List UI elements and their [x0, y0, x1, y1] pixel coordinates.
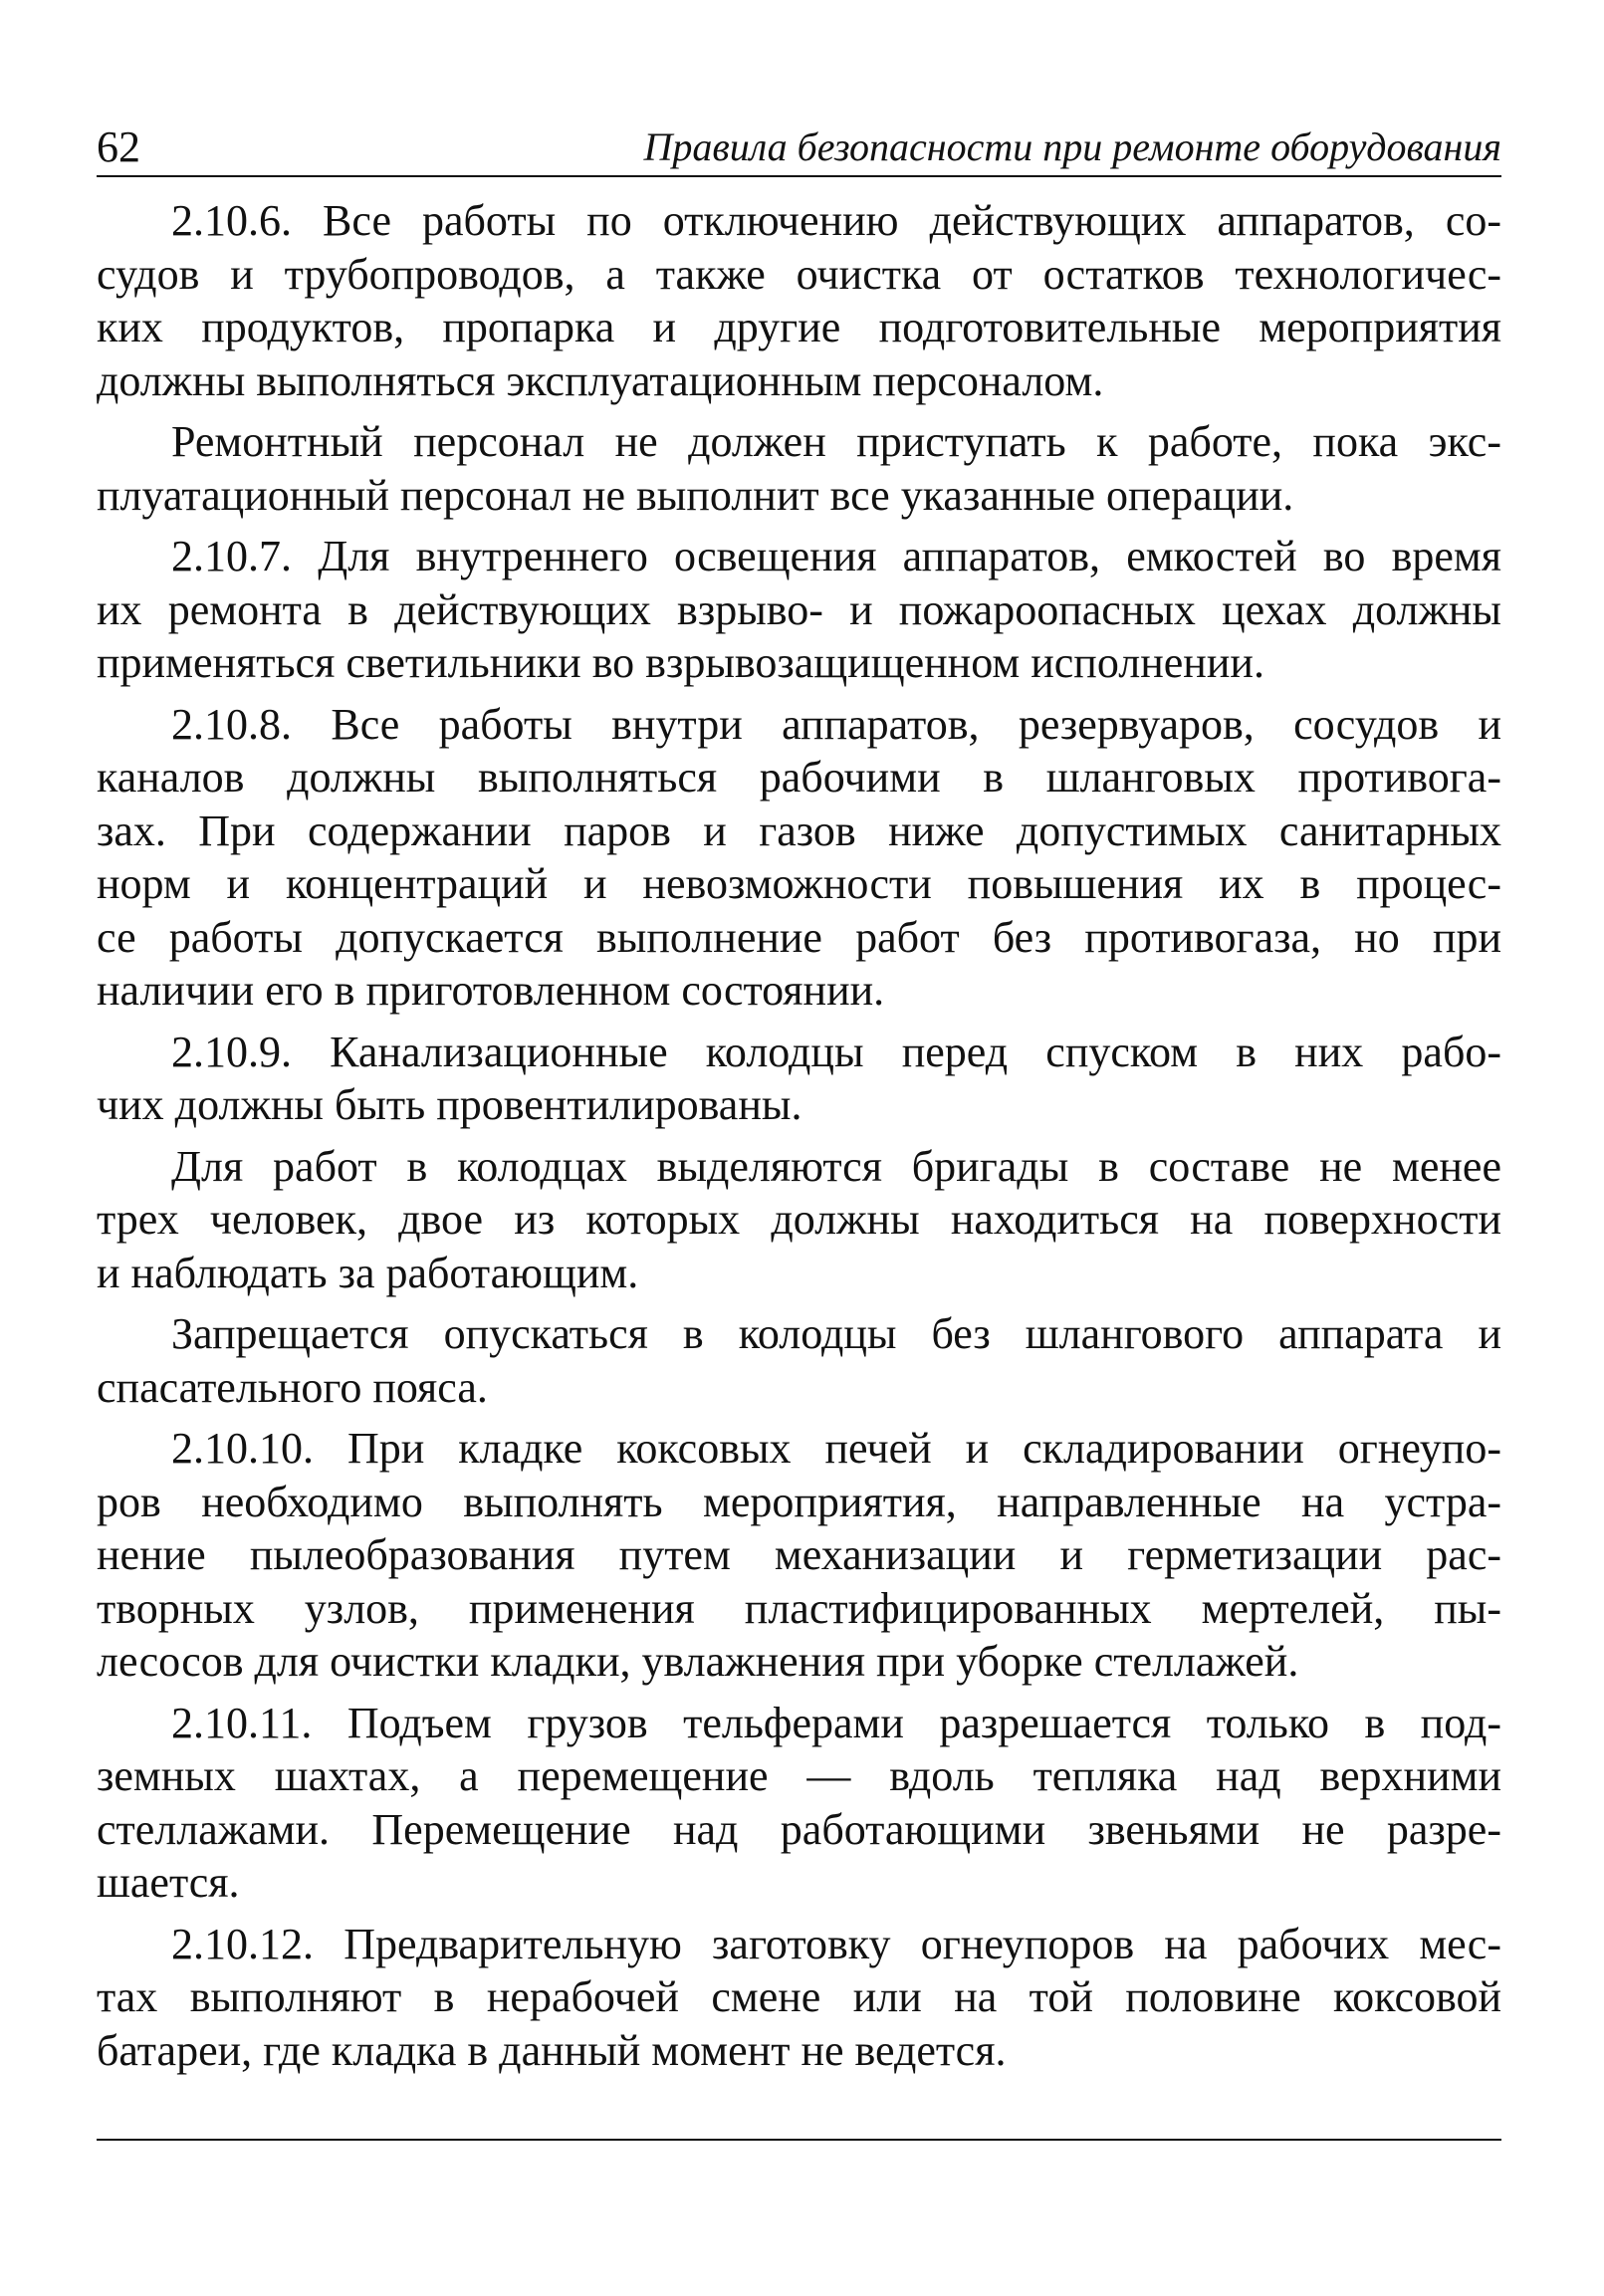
text-line: плуатационный персонал не выполнит все указанные операции.: [97, 470, 1294, 520]
page-number: 62: [97, 122, 140, 171]
text-line: Ремонтный персонал не должен приступать к работе, пока экс-: [171, 417, 1501, 466]
paragraph-2-10-7: [97, 530, 1501, 690]
text-line: стеллажами. Перемещение над работающими звеньями не разре-: [97, 1804, 1501, 1854]
text-line: тах выполняют в нерабочей смене или на той половине коксовой: [97, 1972, 1501, 2021]
text-line: должны выполняться эксплуатационным персоналом.: [97, 355, 1104, 405]
running-title: Правила безопасности при ремонте оборудования: [643, 124, 1501, 169]
body-text: [97, 194, 1501, 2077]
paragraph-2-10-8: [97, 698, 1501, 1018]
text-line: 2.10.12. Предварительную заготовку огнеупоров на рабочих мес-: [171, 1919, 1501, 1968]
text-line: Для работ в колодцах выделяются бригады в составе не менее: [171, 1141, 1501, 1191]
text-line: 2.10.6. Все работы по отключению действующих аппаратов, со-: [171, 196, 1501, 245]
text-line: батареи, где кладка в данный момент не ведется.: [97, 2025, 1007, 2075]
text-line: чих должны быть провентилированы.: [97, 1080, 802, 1129]
text-line: ров необходимо выполнять мероприятия, направленные на устра-: [97, 1477, 1501, 1526]
header-rule: [97, 175, 1501, 177]
text-line: и наблюдать за работающим.: [97, 1248, 639, 1297]
text-line: Запрещается опускаться в колодцы без шлангового аппарата и: [171, 1309, 1501, 1358]
page-header: [97, 117, 1501, 177]
text-line: каналов должны выполняться рабочими в шланговых противога-: [97, 753, 1501, 802]
text-line: спасательного пояса.: [97, 1362, 488, 1412]
paragraph-2-10-9: [97, 1026, 1501, 1132]
paragraph-well-brigades: [97, 1140, 1501, 1300]
paragraph-repair-personnel: [97, 415, 1501, 522]
text-line: 2.10.8. Все работы внутри аппаратов, резервуаров, сосудов и: [171, 699, 1501, 749]
text-line: их ремонта в действующих взрыво- и пожароопасных цехах должны: [97, 584, 1501, 634]
text-line: трех человек, двое из которых должны находиться на поверхности: [97, 1195, 1501, 1244]
paragraph-2-10-12: [97, 1918, 1501, 2078]
text-line: норм и концентраций и невозможности повышения их в процес-: [97, 859, 1501, 908]
text-line: шается.: [97, 1858, 240, 1907]
footer-rule: [97, 2139, 1501, 2141]
text-line: зах. При содержании паров и газов ниже допустимых санитарных: [97, 805, 1501, 855]
text-line: судов и трубопроводов, а также очистка от остатков технологичес-: [97, 249, 1501, 299]
text-line: нение пылеобразования путем механизации и герметизации рас-: [97, 1530, 1501, 1579]
paragraph-2-10-6: [97, 194, 1501, 407]
paragraph-2-10-10: [97, 1422, 1501, 1689]
text-line: применяться светильники во взрывозащищенном исполнении.: [97, 638, 1264, 687]
text-line: земных шахтах, а перемещение — вдоль тепляка над верхними: [97, 1751, 1501, 1800]
text-line: ких продуктов, пропарка и другие подготовительные мероприятия: [97, 303, 1501, 351]
text-line: лесосов для очистки кладки, увлажнения при уборке стеллажей.: [97, 1637, 1299, 1686]
text-line: 2.10.7. Для внутреннего освещения аппаратов, емкостей во время: [171, 532, 1501, 580]
text-line: 2.10.11. Подъем грузов тельферами разрешается только в под-: [171, 1698, 1501, 1747]
text-line: 2.10.9. Канализационные колодцы перед спуском в них рабо-: [171, 1027, 1501, 1076]
paragraph-well-prohibition: [97, 1307, 1501, 1414]
text-line: се работы допускается выполнение работ без противогаза, но при: [97, 912, 1501, 962]
text-line: творных узлов, применения пластифицированных мертелей, пы-: [97, 1583, 1501, 1633]
text-line: наличии его в приготовленном состоянии.: [97, 966, 885, 1015]
paragraph-2-10-11: [97, 1697, 1501, 1910]
text-line: 2.10.10. При кладке коксовых печей и складировании огнеупо-: [171, 1424, 1501, 1473]
